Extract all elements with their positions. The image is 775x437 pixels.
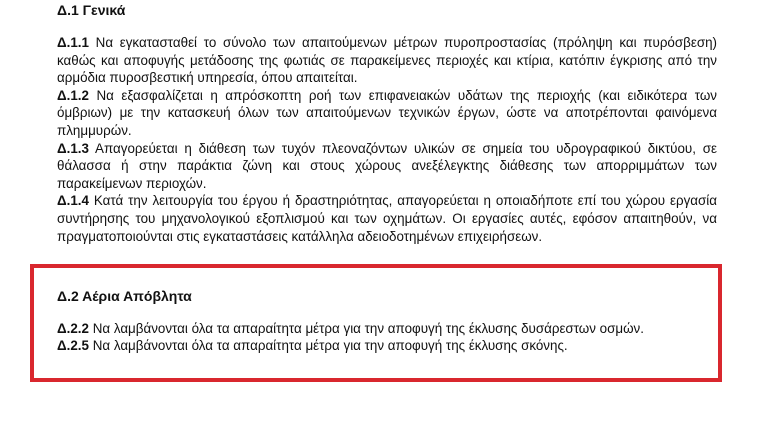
clause-d-1-3 (57, 140, 717, 193)
clause-code: Δ.1.4 (57, 193, 89, 209)
section-air-emissions-body (57, 320, 722, 354)
section-heading-general: Δ.1 Γενικά (57, 2, 126, 18)
clause-d-1-2 (57, 87, 717, 140)
clause-code: Δ.1.3 (57, 140, 89, 156)
clause-text: Κατά την λειτουργία του έργου ή δραστηριότητας, απαγορεύεται η οποιαδήποτε επί του χώρου εργασία συντήρησης του μηχανολογικού εξοπλισμού και των οχημάτων. Οι εργασίες αυτές, εφόσον απαιτηθούν, να πραγματοποιούνται στις εγκαταστάσεις κατάλληλα αδειοδοτημένων επιχειρήσεων. (57, 193, 717, 244)
clause-d-1-4 (57, 192, 717, 245)
section-heading-air-emissions: Δ.2 Αέρια Απόβλητα (57, 288, 192, 304)
clause-d-2-5 (57, 337, 722, 354)
clause-code: Δ.1.1 (57, 35, 89, 50)
clause-code: Δ.2.2 (57, 321, 89, 336)
section-general-body (57, 34, 717, 245)
clause-text: Να εξασφαλίζεται η απρόσκοπτη ροή των επιφανειακών υδάτων της περιοχής (και ειδικότερα των όμβριων) με την κατασκευή όλων των απαιτούμενων τεχνικών έργων, ώστε να αποτρέπονται φαινόμενα πλημμυρών. (57, 87, 717, 138)
clause-text: Να λαμβάνονται όλα τα απαραίτητα μέτρα για την αποφυγή της έκλυσης δυσάρεστων οσμών. (88, 321, 644, 336)
clause-code: Δ.2.5 (57, 338, 89, 353)
clause-text: Απαγορεύεται η διάθεση των τυχόν πλεοναζόντων υλικών σε σημεία του υδρογραφικού δικτύου, σε θάλασσα ή στην παράκτια ζώνη και στους χώρους ανεξέλεγκτης διάθεσης των απορριμμάτων των παρακείμενων περιοχών. (57, 140, 717, 191)
clause-text: Να εγκατασταθεί το σύνολο των απαιτούμενων μέτρων πυροπροστασίας (πρόληψη και πυρόσβεση) καθώς και αποφυγής μετάδοσης της φωτιάς σε παρακείμενες περιοχές και κτίρια, κατόπιν έγκρισης από την αρμόδια πυροσβεστική υπηρεσία, όπου απαιτείται. (57, 35, 717, 86)
clause-text: Να λαμβάνονται όλα τα απαραίτητα μέτρα για την αποφυγή της έκλυσης σκόνης. (88, 338, 568, 353)
clause-d-1-1 (57, 34, 717, 87)
clause-code: Δ.1.2 (57, 87, 89, 103)
clause-d-2-2 (57, 320, 722, 337)
